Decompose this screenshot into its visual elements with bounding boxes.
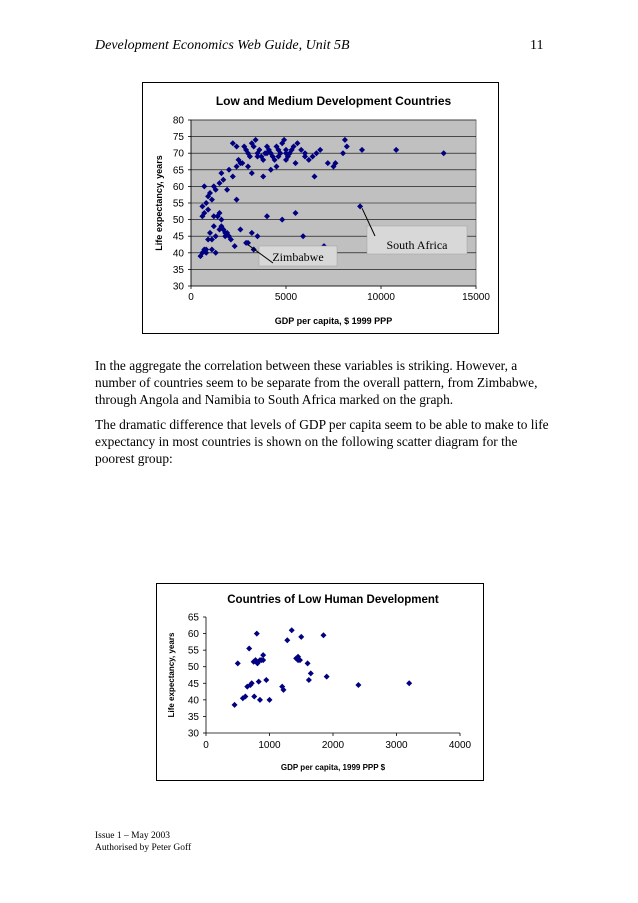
chart-1-annotation-label: Zimbabwe — [272, 250, 324, 264]
footer — [95, 830, 191, 854]
chart-1-ytick-label: 30 — [172, 281, 184, 293]
chart-1-ytick-label: 50 — [172, 215, 184, 227]
chart-2-data-point — [267, 697, 273, 703]
chart-2-container — [156, 583, 484, 781]
chart-2-data-point — [355, 682, 361, 688]
chart-2-xtick-label: 1000 — [258, 740, 281, 751]
chart-2-xtick-label: 2000 — [321, 740, 345, 751]
chart-2-title: Countries of Low Human Development — [227, 594, 439, 606]
chart-2-data-point — [306, 677, 312, 683]
chart-2-ylabel: Life expectancy, years — [167, 632, 176, 718]
chart-2-data-point — [284, 637, 290, 643]
chart-2-ytick-label: 60 — [187, 629, 199, 641]
chart-2 — [157, 584, 483, 780]
chart-2-xlabel: GDP per capita, 1999 PPP $ — [280, 763, 386, 772]
chart-2-ytick-label: 45 — [187, 678, 199, 690]
chart-1-ylabel: Life expectancy, years — [154, 155, 164, 251]
chart-2-ytick-label: 30 — [187, 728, 199, 740]
chart-1-xtick-label: 0 — [188, 292, 194, 303]
chart-1-title: Low and Medium Development Countries — [215, 94, 452, 108]
chart-2-data-point — [257, 697, 263, 703]
chart-1-ytick-label: 60 — [172, 181, 184, 193]
chart-1-ytick-label: 80 — [172, 115, 184, 127]
chart-1-ytick-label: 55 — [172, 198, 184, 210]
chart-2-data-point — [246, 645, 252, 651]
chart-2-data-point — [254, 631, 260, 637]
paragraph-2: The dramatic difference that levels of GDP per capita seem to be able to make to life expectancy in most countries is shown on the following scatter diagram for the poorest group: — [95, 417, 549, 466]
chart-2-data-point — [298, 634, 304, 640]
chart-2-ytick-label: 50 — [187, 662, 199, 674]
chart-2-data-point — [320, 632, 326, 638]
footer-issue: Issue 1 – May 2003 — [95, 831, 170, 841]
chart-2-data-point — [251, 694, 257, 700]
header-title: Development Economics Web Guide, Unit 5B — [95, 38, 350, 53]
chart-2-xtick-label: 0 — [203, 740, 209, 751]
chart-2-data-point — [305, 660, 311, 666]
chart-1-ytick-label: 70 — [172, 148, 184, 160]
chart-1-ytick-label: 65 — [172, 165, 184, 177]
chart-1-container — [142, 82, 499, 334]
chart-1-ytick-label: 75 — [172, 132, 184, 144]
chart-1-ytick-label: 35 — [172, 264, 184, 276]
chart-2-data-point — [406, 680, 412, 686]
chart-2-data-point — [263, 677, 269, 683]
chart-2-data-point — [308, 670, 314, 676]
chart-2-ytick-label: 40 — [187, 695, 199, 707]
footer-author: Authorised by Peter Goff — [95, 843, 192, 853]
chart-1-ytick-label: 40 — [172, 248, 184, 260]
page-number: 11 — [530, 38, 544, 53]
chart-2-ytick-label: 35 — [187, 711, 199, 723]
chart-1-ytick-label: 45 — [172, 231, 184, 243]
chart-2-data-point — [235, 660, 241, 666]
chart-2-data-point — [232, 702, 238, 708]
chart-2-ytick-label: 65 — [187, 612, 199, 624]
chart-1-xtick-label: 10000 — [367, 292, 395, 303]
chart-1-xlabel: GDP per capita, $ 1999 PPP — [274, 316, 393, 326]
chart-2-data-point — [256, 679, 262, 685]
chart-2-data-point — [324, 674, 330, 680]
chart-2-ytick-label: 55 — [187, 645, 199, 657]
chart-1-xtick-label: 5000 — [274, 292, 298, 303]
chart-1-annotation-label: South Africa — [386, 238, 448, 252]
chart-2-xtick-label: 4000 — [448, 740, 472, 751]
chart-2-xtick-label: 3000 — [385, 740, 408, 751]
chart-1 — [143, 83, 498, 333]
paragraph-1: In the aggregate the correlation between these variables is striking. However, a number of countries seem to be separate from the overall pattern, from Zimbabwe, through Angola and Namibia to South Africa marked on the graph. — [95, 358, 538, 407]
chart-2-data-point — [289, 627, 295, 633]
chart-1-xtick-label: 15000 — [462, 292, 490, 303]
